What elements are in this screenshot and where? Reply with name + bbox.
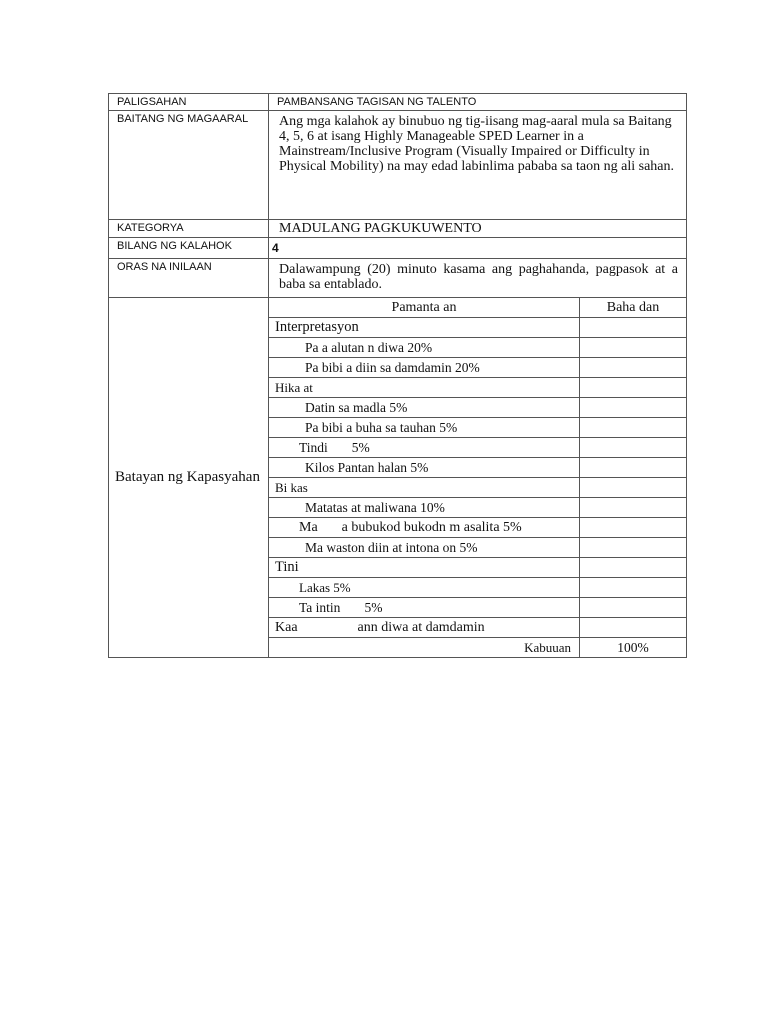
value-baitang: Ang mga kalahok ay binubuo ng tig-iisang mag-aaral mula sa Baitang 4, 5, 6 at isang Highly Manageable SPED Learner in a Mainstream/Inclusive Program (Visually Impaired or Difficulty in Physical Mobility) na may edad labinlima pababa sa taon ng ali sahan. [269, 111, 687, 220]
value-kategorya: MADULANG PAGKUKUWENTO [269, 220, 687, 238]
points-cell [580, 478, 687, 498]
criterion-item: Pa bibi a diin sa damdamin 20% [269, 358, 580, 378]
criterion-hikayat: Hika at [269, 378, 580, 398]
rubric-header-row [109, 298, 687, 318]
row-bilang [109, 238, 687, 259]
points-cell [580, 498, 687, 518]
points-cell [580, 318, 687, 338]
value-oras: Dalawampung (20) minuto kasama ang paghahanda, pagpasok at a baba sa entablado. [269, 259, 687, 298]
criterion-item: Matatas at maliwana 10% [269, 498, 580, 518]
criterion-tinig: Tini [269, 558, 580, 578]
row-oras [109, 259, 687, 298]
contest-info-table [108, 93, 687, 658]
label-oras: ORAS NA INILAAN [109, 259, 269, 298]
batayan-label: Batayan ng Kapasyahan [109, 298, 269, 658]
points-cell [580, 338, 687, 358]
criterion-kaangkupan [269, 618, 580, 638]
criterion-item [269, 438, 580, 458]
criterion-text: Kaa [275, 620, 298, 635]
criterion-text-suffix: 5% [364, 600, 383, 615]
criterion-text: Ma [299, 520, 318, 535]
criteria-document [108, 93, 686, 658]
criterion-text-suffix: ann diwa at damdamin [357, 620, 485, 635]
points-cell [580, 578, 687, 598]
column-points-header: Baha dan [580, 298, 687, 318]
criterion-item: Pa a alutan n diwa 20% [269, 338, 580, 358]
column-criteria-header: Pamanta an [269, 298, 580, 318]
criterion-item: Lakas 5% [269, 578, 580, 598]
criterion-text: Tindi [299, 440, 328, 455]
criterion-text-suffix: a bubukod bukodn m asalita 5% [341, 520, 522, 535]
criterion-text-suffix: 5% [351, 440, 370, 455]
value-paligsahan: PAMBANSANG TAGISAN NG TALENTO [269, 94, 687, 111]
row-kategorya [109, 220, 687, 238]
criterion-item [269, 598, 580, 618]
points-cell [580, 458, 687, 478]
points-cell [580, 438, 687, 458]
points-cell [580, 598, 687, 618]
label-bilang: BILANG NG KALAHOK [109, 238, 269, 259]
criterion-item [269, 518, 580, 538]
points-cell [580, 558, 687, 578]
criterion-item: Pa bibi a buha sa tauhan 5% [269, 418, 580, 438]
value-bilang: 4 [269, 238, 687, 259]
points-cell [580, 518, 687, 538]
total-value: 100% [580, 638, 687, 658]
criterion-item: Datin sa madla 5% [269, 398, 580, 418]
points-cell [580, 378, 687, 398]
row-paligsahan [109, 94, 687, 111]
criterion-text: Ta intin [299, 600, 341, 615]
row-baitang [109, 111, 687, 220]
label-baitang: BAITANG NG MAGAARAL [109, 111, 269, 220]
points-cell [580, 418, 687, 438]
points-cell [580, 538, 687, 558]
points-cell [580, 358, 687, 378]
total-label: Kabuuan [269, 638, 580, 658]
label-paligsahan: PALIGSAHAN [109, 94, 269, 111]
points-cell [580, 398, 687, 418]
criterion-interpretasyon: Interpretasyon [269, 318, 580, 338]
label-kategorya: KATEGORYA [109, 220, 269, 238]
criterion-item: Kilos Pantan halan 5% [269, 458, 580, 478]
points-cell [580, 618, 687, 638]
criterion-item: Ma waston diin at intona on 5% [269, 538, 580, 558]
criterion-bigkas: Bi kas [269, 478, 580, 498]
